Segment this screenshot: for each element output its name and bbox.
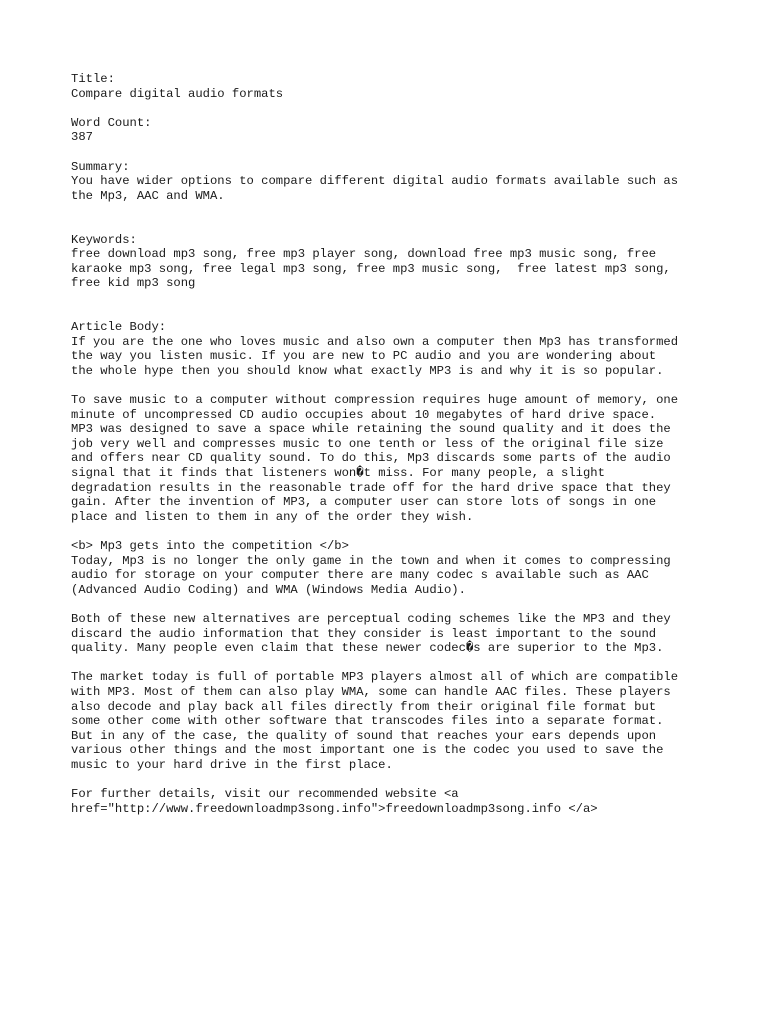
word-count-value: 387 (71, 130, 93, 145)
summary-line: You have wider options to compare different digital audio formats available such as (71, 174, 679, 189)
word-count-label: Word Count: (71, 115, 152, 130)
keywords-label: Keywords: (71, 232, 137, 247)
article-paragraph-1 (71, 335, 731, 379)
article-paragraph-5 (71, 670, 731, 772)
paragraph-line: quality. Many people even claim that these newer codec�s are superior to the Mp3. (71, 641, 664, 656)
paragraph-line: To save music to a computer without compression requires huge amount of memory, one (71, 393, 679, 408)
paragraph-line: discard the audio information that they consider is least important to the sound (71, 626, 657, 641)
summary-section (71, 160, 731, 204)
paragraph-line: But in any of the case, the quality of sound that reaches your ears depends upon (71, 728, 657, 743)
word-count-section (71, 116, 731, 145)
keywords-line: free kid mp3 song (71, 276, 196, 291)
paragraph-line: audio for storage on your computer there are many codec s available such as AAC (71, 568, 649, 583)
paragraph-line: with MP3. Most of them can also play WMA, some can handle AAC files. These players (71, 684, 671, 699)
paragraph-line: The market today is full of portable MP3 players almost all of which are compatible (71, 670, 679, 685)
keywords-section (71, 233, 731, 291)
article-paragraph-6 (71, 787, 731, 816)
paragraph-line: degradation results in the reasonable trade off for the hard drive space that they (71, 480, 671, 495)
summary-line: the Mp3, AAC and WMA. (71, 188, 225, 203)
article-body-label: Article Body: (71, 320, 167, 335)
keywords-line: karaoke mp3 song, free legal mp3 song, free mp3 music song, free latest mp3 song, (71, 261, 671, 276)
paragraph-line: the whole hype then you should know what exactly MP3 is and why it is so popular. (71, 363, 664, 378)
paragraph-line: place and listen to them in any of the order they wish. (71, 509, 474, 524)
paragraph-line: music to your hard drive in the first place. (71, 757, 393, 772)
paragraph-line: (Advanced Audio Coding) and WMA (Windows Media Audio). (71, 582, 466, 597)
paragraph-line: MP3 was designed to save a space while retaining the sound quality and it does the (71, 422, 671, 437)
paragraph-line: job very well and compresses music to one tenth or less of the original file size (71, 436, 664, 451)
title-value: Compare digital audio formats (71, 86, 284, 101)
paragraph-line: Both of these new alternatives are perceptual coding schemes like the MP3 and they (71, 611, 671, 626)
document-page (71, 72, 731, 816)
paragraph-line: href="http://www.freedownloadmp3song.info">freedownloadmp3song.info </a> (71, 801, 598, 816)
article-paragraph-3 (71, 539, 731, 597)
paragraph-line: gain. After the invention of MP3, a computer user can store lots of songs in one (71, 495, 657, 510)
paragraph-line: various other things and the most important one is the codec you used to save the (71, 743, 664, 758)
title-section (71, 72, 731, 101)
paragraph-line: also decode and play back all files directly from their original file format but (71, 699, 657, 714)
subheading-line: <b> Mp3 gets into the competition </b> (71, 539, 349, 553)
paragraph-line: Today, Mp3 is no longer the only game in the town and when it comes to compressing (71, 553, 671, 568)
paragraph-line: and offers near CD quality sound. To do this, Mp3 discards some parts of the audio (71, 451, 671, 466)
keywords-line: free download mp3 song, free mp3 player song, download free mp3 music song, free (71, 247, 657, 262)
article-body-section (71, 320, 731, 816)
article-paragraph-4 (71, 612, 731, 656)
paragraph-line: minute of uncompressed CD audio occupies about 10 megabytes of hard drive space. (71, 407, 657, 422)
paragraph-line: For further details, visit our recommended website <a (71, 787, 459, 802)
paragraph-line: signal that it finds that listeners won�t miss. For many people, a slight (71, 466, 605, 481)
summary-label: Summary: (71, 159, 130, 174)
paragraph-line: If you are the one who loves music and also own a computer then Mp3 has transformed (71, 334, 679, 349)
title-label: Title: (71, 72, 115, 86)
paragraph-line: some other come with other software that transcodes files into a separate format. (71, 714, 664, 729)
article-paragraph-2 (71, 393, 731, 524)
paragraph-line: the way you listen music. If you are new to PC audio and you are wondering about (71, 349, 657, 364)
